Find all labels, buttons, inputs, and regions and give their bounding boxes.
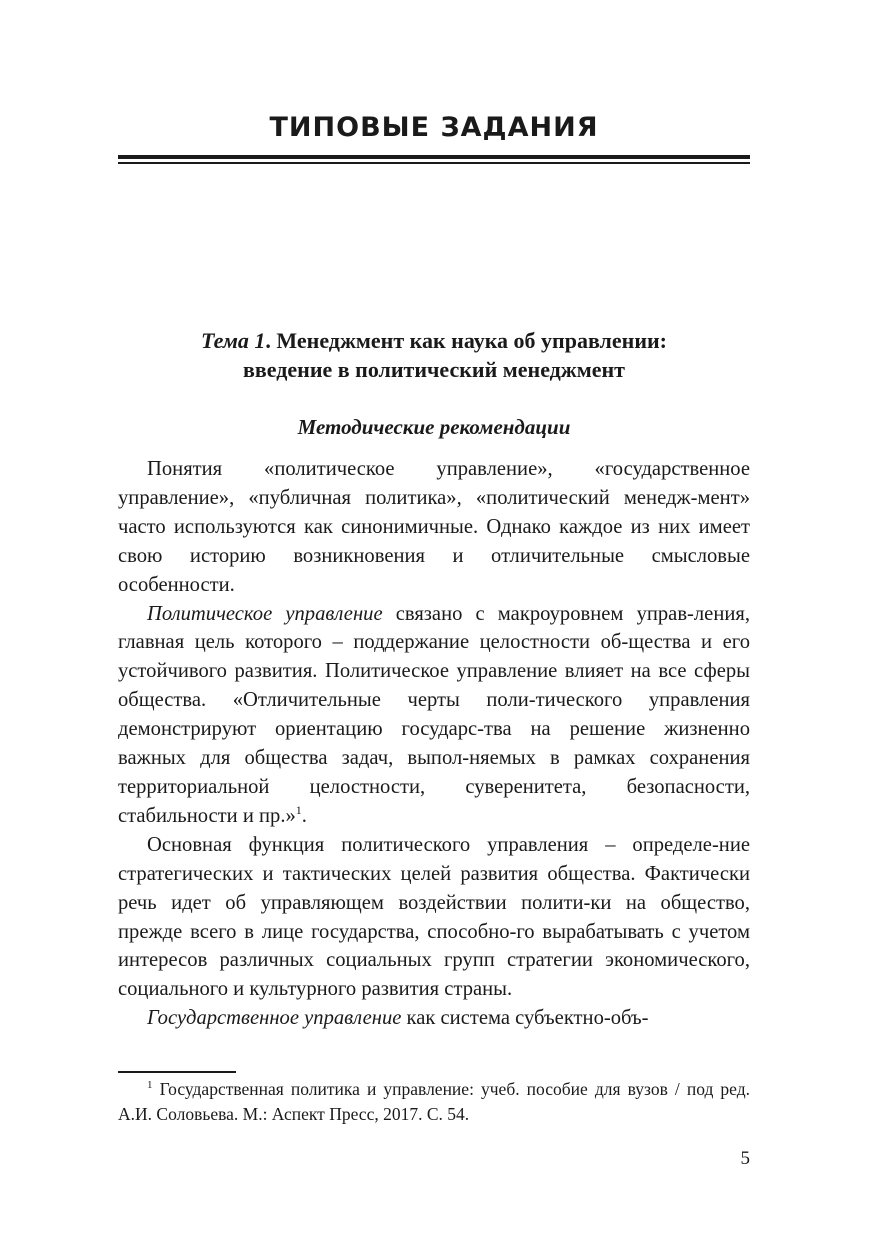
topic-title-line1: . Менеджмент как наука об управлении:: [265, 328, 668, 353]
paragraph-3: Основная функция политического управления – определе-ние стратегических и тактических целей развития общества. Фактически речь идет об управляющем воздействии полити-ки на общество, прежде всего в лице государства, способно-го вырабатывать с учетом интересов различных социальных групп стратегии экономического, социального и культурного развития страны.: [118, 833, 750, 1001]
footnote-rule: [118, 1071, 236, 1073]
title-rule-thick: [118, 155, 750, 159]
footnote-ref: 1: [295, 803, 302, 818]
paragraph-4-text: как система субъектно-объ-: [401, 1007, 649, 1030]
paragraph-4-term: Государственное управление: [147, 1007, 402, 1030]
title-rule-thin: [118, 162, 750, 164]
topic-title-line2: введение в политический менеджмент: [243, 357, 625, 382]
footnote: [118, 1077, 750, 1127]
topic-heading: [118, 326, 750, 384]
paragraph-2-text: связано с макроуровнем управ-ления, главная цель которого – поддержание целостности об-щества и его устойчивого развития. Политическое управление влияет на все сферы общества. «Отличительные черты поли-тического управления демонстрируют ориентацию государс-тва на решение жизненно важных для общества задач, выпол-няемых в рамках сохранения территориальной целостности, суверенитета, безопасности, стабильности и пр.»: [118, 602, 750, 827]
subheading: Методические рекомендации: [297, 415, 571, 439]
section-title: ТИПОВЫЕ ЗАДАНИЯ: [269, 112, 599, 143]
page-number: 5: [740, 1148, 750, 1169]
body-text: [118, 455, 750, 1033]
topic-lead: Тема 1: [200, 328, 266, 353]
paragraph-2: [118, 600, 750, 831]
footnote-text: Государственная политика и управление: учеб. пособие для вузов / под ред. А.И. Соловьева. М.: Аспект Пресс, 2017. С. 54.: [118, 1079, 750, 1124]
paragraph-1: Понятия «политическое управление», «государственное управление», «публичная политика», «политический менедж-мент» часто используются как синонимичные. Однако каждое из них имеет свою историю возникновения и отличительные смысловые особенности.: [118, 458, 750, 596]
paragraph-4: [118, 1004, 750, 1033]
paragraph-2-end: .: [301, 804, 307, 827]
paragraph-2-term: Политическое управление: [147, 602, 383, 625]
footnote-marker: 1: [147, 1079, 153, 1092]
